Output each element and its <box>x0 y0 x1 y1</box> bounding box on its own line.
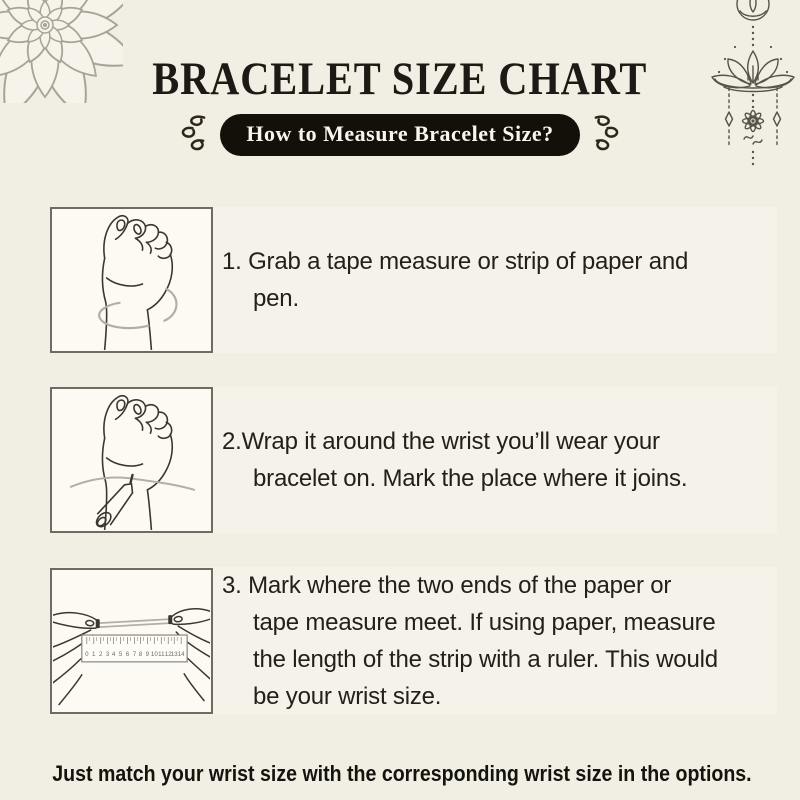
step-line: pen. <box>253 284 299 312</box>
lotus-moon-pendant-ornament <box>696 0 800 180</box>
svg-text:12: 12 <box>164 650 172 658</box>
paper-strip <box>99 619 171 627</box>
step2-text <box>222 423 687 497</box>
svg-text:7: 7 <box>132 650 137 658</box>
tape-loop <box>99 289 176 328</box>
svg-text:6: 6 <box>125 650 130 658</box>
svg-text:5: 5 <box>118 650 123 658</box>
step-row-1 <box>50 207 777 353</box>
fist-with-tape-measure-drawing <box>53 210 210 350</box>
subtitle-row <box>0 113 800 157</box>
step3-text <box>222 567 718 715</box>
svg-text:9: 9 <box>145 650 150 658</box>
step2-illustration <box>50 387 213 533</box>
svg-text:4: 4 <box>111 650 116 658</box>
svg-text:1: 1 <box>92 650 96 658</box>
step1-text <box>222 243 688 317</box>
step-line: be your wrist size. <box>253 682 442 710</box>
svg-text:8: 8 <box>138 650 143 658</box>
step-row-3 <box>50 567 777 715</box>
flourish-right-icon <box>593 113 622 157</box>
svg-text:14: 14 <box>177 650 185 658</box>
step-line: tape measure meet. If using paper, measure <box>253 608 716 636</box>
footer-note <box>0 761 800 787</box>
strip-end-mark <box>96 619 100 628</box>
step3-illustration <box>50 568 213 714</box>
svg-text:10: 10 <box>150 650 158 658</box>
fist-with-pen-marking-drawing <box>53 390 210 530</box>
svg-text:2: 2 <box>98 650 103 658</box>
ruler <box>82 635 187 662</box>
step-line: bracelet on. Mark the place where it joins. <box>253 464 688 492</box>
svg-text:11: 11 <box>158 650 165 658</box>
step-line: the length of the strip with a ruler. This would <box>253 645 718 673</box>
subtitle-badge: How to Measure Bracelet Size? <box>220 114 579 156</box>
step-row-2 <box>50 387 777 533</box>
hands-with-ruler-drawing <box>53 571 210 711</box>
page-title-text: BRACELET SIZE CHART <box>152 53 648 105</box>
footer-note-text: Just match your wrist size with the corresponding wrist size in the options. <box>52 760 752 786</box>
flourish-left-icon <box>178 113 207 157</box>
svg-text:13: 13 <box>170 650 178 658</box>
strip-end-mark <box>168 615 172 624</box>
step-line: 3. Mark where the two ends of the paper or <box>222 571 672 599</box>
svg-text:3: 3 <box>105 650 110 658</box>
pen <box>94 475 133 530</box>
step1-illustration <box>50 207 213 353</box>
steps-list <box>50 207 800 715</box>
step-line: 2.Wrap it around the wrist you’ll wear your <box>222 427 660 455</box>
svg-text:0: 0 <box>85 650 89 658</box>
ruler-numbers <box>85 651 185 658</box>
step-line: 1. Grab a tape measure or strip of paper and <box>222 247 689 275</box>
mandala-flower-ornament <box>0 0 123 103</box>
